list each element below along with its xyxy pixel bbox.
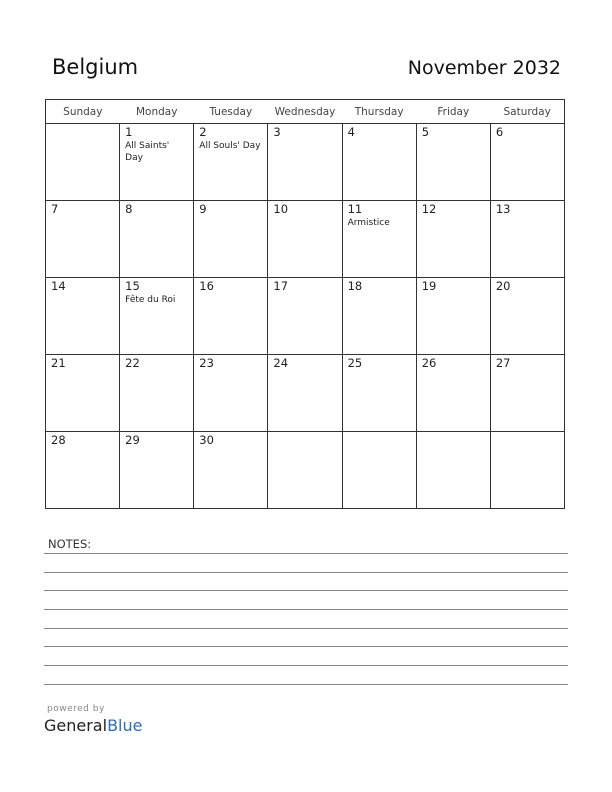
- day-cell: [268, 278, 342, 355]
- day-cell: [194, 201, 268, 278]
- holiday-label: Armistice: [347, 218, 390, 228]
- day-cell: [342, 124, 416, 201]
- holiday-label: All Saints' Day: [125, 141, 170, 163]
- weekday-header: Sunday: [46, 100, 120, 124]
- weekday-header-row: [46, 100, 565, 124]
- day-cell: [342, 432, 416, 509]
- day-number: 3: [273, 125, 281, 139]
- day-number: 9: [199, 202, 207, 216]
- day-cell: [268, 355, 342, 432]
- day-number: 25: [347, 356, 363, 370]
- day-cell: [194, 278, 268, 355]
- day-cell: [120, 201, 194, 278]
- day-cell: [490, 432, 564, 509]
- day-number: 17: [273, 279, 289, 293]
- day-cell: [194, 355, 268, 432]
- notes-line: [44, 553, 568, 554]
- notes-line: [44, 628, 568, 629]
- month-year-title: November 2032: [407, 57, 561, 79]
- brand-general: General: [44, 716, 108, 735]
- day-number: 23: [199, 356, 214, 370]
- day-cell: [120, 432, 194, 509]
- day-cell: [490, 124, 564, 201]
- day-number: 26: [421, 356, 437, 370]
- day-number: 29: [125, 433, 140, 447]
- day-number: 16: [199, 279, 214, 293]
- calendar-grid: [45, 99, 565, 509]
- day-cell: [268, 124, 342, 201]
- notes-line: [44, 590, 568, 591]
- day-cell: [46, 355, 120, 432]
- brand-blue: Blue: [107, 716, 143, 735]
- day-number: 2: [199, 125, 207, 139]
- day-cell: [342, 278, 416, 355]
- notes-label: NOTES:: [48, 537, 92, 551]
- week-row: [46, 201, 565, 278]
- week-row: [46, 355, 565, 432]
- day-number: 4: [347, 125, 355, 139]
- day-cell: [268, 201, 342, 278]
- day-number: 27: [495, 356, 511, 370]
- day-number: 14: [51, 279, 66, 293]
- day-cell: [342, 201, 416, 278]
- country-title: Belgium: [52, 55, 139, 79]
- day-cell: [120, 124, 194, 201]
- day-cell: [490, 201, 564, 278]
- holiday-label: Fête du Roi: [125, 295, 176, 305]
- calendar-body: [46, 124, 565, 509]
- day-number: 1: [125, 125, 133, 139]
- day-cell: [46, 124, 120, 201]
- powered-by-text: powered by: [47, 704, 105, 714]
- day-cell: [46, 432, 120, 509]
- weekday-header: Tuesday: [194, 100, 268, 124]
- day-cell: [416, 124, 490, 201]
- day-cell: [194, 124, 268, 201]
- week-row: [46, 432, 565, 509]
- day-number: 18: [347, 279, 363, 293]
- day-cell: [416, 201, 490, 278]
- week-row: [46, 278, 565, 355]
- day-cell: [120, 278, 194, 355]
- notes-line: [44, 684, 568, 685]
- weekday-header: Monday: [120, 100, 194, 124]
- day-cell: [46, 278, 120, 355]
- day-cell: [268, 432, 342, 509]
- day-number: 13: [495, 202, 511, 216]
- day-cell: [416, 432, 490, 509]
- day-number: 7: [51, 202, 59, 216]
- day-cell: [416, 355, 490, 432]
- day-number: 21: [51, 356, 66, 370]
- day-number: 6: [495, 125, 504, 139]
- day-cell: [490, 278, 564, 355]
- day-cell: [490, 355, 564, 432]
- notes-line: [44, 665, 568, 666]
- weekday-header: Friday: [416, 100, 490, 124]
- weekday-header: Wednesday: [268, 100, 342, 124]
- day-number: 12: [421, 202, 437, 216]
- day-cell: [416, 278, 490, 355]
- brand-logo: [44, 716, 142, 735]
- day-number: 22: [125, 356, 140, 370]
- day-number: 8: [125, 202, 133, 216]
- holiday-label: All Souls' Day: [199, 141, 261, 151]
- weekday-header: Saturday: [490, 100, 564, 124]
- day-number: 15: [125, 279, 140, 293]
- day-number: 28: [51, 433, 66, 447]
- day-number: 11: [347, 202, 363, 216]
- day-cell: [120, 355, 194, 432]
- weekday-header: Thursday: [342, 100, 416, 124]
- day-number: 10: [273, 202, 289, 216]
- day-cell: [342, 355, 416, 432]
- notes-line: [44, 572, 568, 573]
- day-number: 24: [273, 356, 289, 370]
- week-row: [46, 124, 565, 201]
- day-number: 20: [495, 279, 511, 293]
- day-cell: [46, 201, 120, 278]
- day-number: 19: [421, 279, 437, 293]
- notes-line: [44, 646, 568, 647]
- day-number: 30: [199, 433, 214, 447]
- notes-line: [44, 609, 568, 610]
- day-number: 5: [421, 125, 430, 139]
- day-cell: [194, 432, 268, 509]
